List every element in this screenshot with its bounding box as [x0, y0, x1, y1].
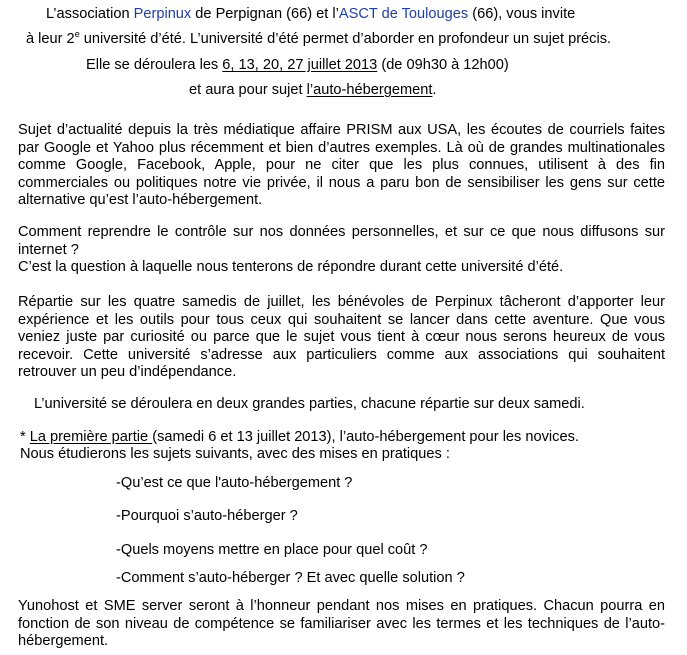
- paragraph-text: Comment reprendre le contrôle sur nos données personnelles, et sur ce que nous diffusons sur internet ?: [18, 224, 665, 258]
- intro-text: de Perpignan (66) et l’: [191, 6, 339, 22]
- subject-intro: et aura pour sujet: [189, 82, 307, 98]
- intro-text: université d’été. L’université d’été permet d’aborder en profondeur un sujet précis.: [79, 30, 612, 47]
- subject-line: [189, 82, 436, 99]
- paragraph-tools: [18, 598, 665, 651]
- list-item: -Comment s’auto-héberger ? Et avec quelle solution ?: [116, 570, 465, 586]
- event-hours: (de 09h30 à 12h00): [377, 57, 509, 73]
- list-item: -Quels moyens mettre en place pour quel coût ?: [116, 542, 428, 558]
- event-dates: 6, 13, 20, 27 juillet 2013: [222, 57, 378, 73]
- paragraph-organisation: [18, 294, 665, 382]
- paragraph-text: L’université se déroulera en deux grandes parties, chacune répartie sur deux samedi.: [34, 396, 585, 412]
- paragraph-text: Sujet d’actualité depuis la très médiatique affaire PRISM aux USA, les écoutes de courriels faites par Google et Yahoo plus récemment et bien d’autres exemples. Là où de grandes multinationales comme Google, Facebook, Apple, pour ne citer que les plus connues, utilisent à des fin commerciales ou politiques notre vie privée, il nous a paru bon de sensibiliser les gens sur cette alternative qu’est l’auto-hébergement.: [18, 122, 665, 208]
- intro-line-2: [26, 26, 611, 48]
- intro-text: L’association: [46, 6, 134, 22]
- intro-text: (66), vous invite: [468, 6, 576, 22]
- topics-intro-line: [20, 446, 450, 463]
- list-item: -Qu’est ce que l'auto-hébergement ?: [116, 475, 353, 491]
- dates-intro: Elle se déroulera les: [86, 57, 223, 73]
- first-part-line: [20, 429, 579, 446]
- subject-period: .: [432, 82, 437, 98]
- paragraph-question: [18, 224, 665, 277]
- first-part-label: La première partie: [29, 429, 153, 445]
- dates-line: [86, 57, 509, 74]
- perpinux-name: Perpinux: [133, 6, 192, 22]
- parts-line: [34, 396, 585, 413]
- paragraph-text: C’est la question à laquelle nous tenterons de répondre durant cette université d’été.: [18, 259, 564, 275]
- asct-toulouges-name: ASCT de Toulouges: [338, 6, 469, 22]
- list-item: -Pourquoi s’auto-héberger ?: [116, 508, 298, 524]
- ordinal-superscript: e: [74, 29, 80, 39]
- paragraph-text: Yunohost et SME server seront à l’honneur pendant nos mises en pratiques. Chacun pourra en fonction de son niveau de compétence se familiariser avec les termes et les techniques de l’auto-hébergement.: [18, 598, 665, 649]
- bullet-star: *: [20, 429, 30, 445]
- paragraph-text: Répartie sur les quatre samedis de juillet, les bénévoles de Perpinux tâcheront d’apporter leur expérience et les outils pour tous ceux qui souhaitent se lancer dans cette aventure. Que vous veniez juste par curiosité ou parce que le sujet vous tient à cœur nous serons heureux de vous recevoir. Cette université s’adresse aux particuliers comme aux associations qui souhaitent retrouver un peu d’indépendance.: [18, 294, 665, 380]
- paragraph-text: Nous étudierons les sujets suivants, avec des mises en pratiques :: [20, 446, 450, 462]
- intro-text: à leur 2: [26, 30, 75, 47]
- event-subject: l’auto-hébergement: [306, 82, 433, 98]
- intro-line-1: [46, 6, 575, 23]
- first-part-details: (samedi 6 et 13 juillet 2013), l’auto-hébergement pour les novices.: [152, 429, 579, 445]
- paragraph-context: [18, 122, 665, 210]
